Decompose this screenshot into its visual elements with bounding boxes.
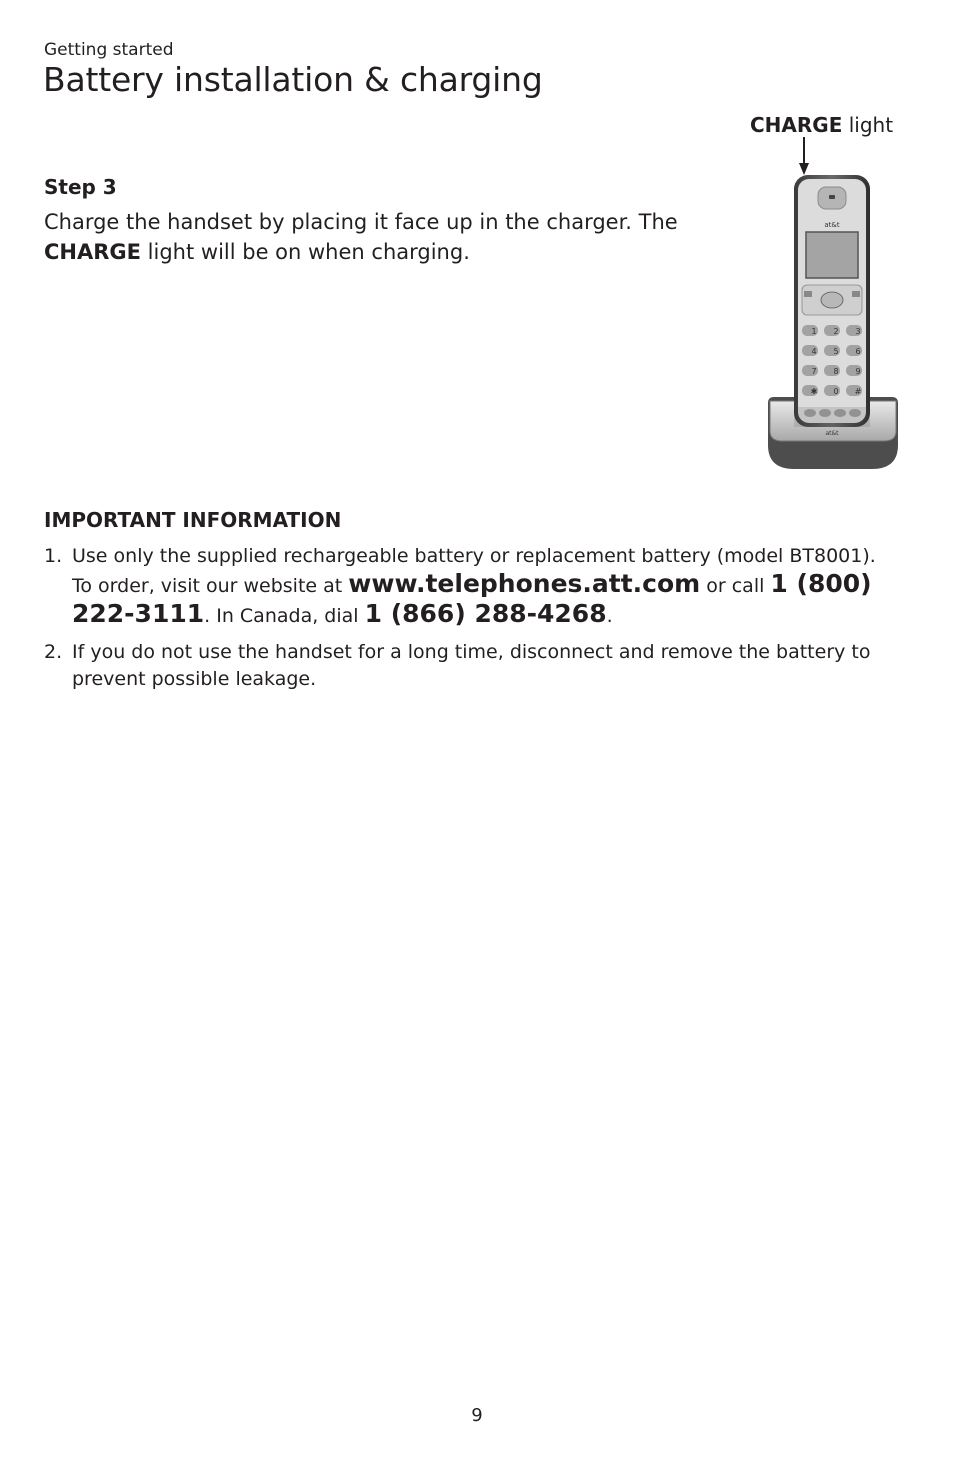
key-9: 9 (855, 367, 861, 376)
list-item (44, 543, 899, 630)
handset-in-charger-illustration (760, 135, 905, 475)
phone-number-us: 1 (800) 222-3111 (72, 569, 872, 628)
key-4: 4 (811, 347, 817, 356)
step-heading: Step 3 (44, 175, 117, 199)
callout-text: light (842, 113, 894, 137)
website-link[interactable]: www.telephones.att.com (348, 569, 701, 598)
section-label: Getting started (44, 40, 174, 60)
phone-brand-logo: at&t (824, 221, 840, 229)
page-number: 9 (471, 1405, 483, 1426)
key-6: 6 (855, 347, 861, 356)
page-title: Battery installation & charging (43, 60, 543, 99)
step-body (44, 207, 704, 267)
key-8: 8 (833, 367, 839, 376)
key-0: 0 (833, 387, 839, 396)
phone-number-canada: 1 (866) 288-4268 (364, 599, 607, 628)
item1-text-b: or call (700, 575, 771, 597)
key-3: 3 (855, 327, 861, 336)
item1-text-c: . In Canada, dial (204, 605, 365, 627)
item1-text-a: Use only the supplied rechargeable battery or replacement battery (model BT8001). To order, visit our website at (72, 545, 876, 597)
item-number: 2. (44, 641, 63, 663)
step-bold: CHARGE (44, 240, 141, 264)
charger-brand-logo: at&t (825, 430, 839, 437)
callout-bold: CHARGE (750, 113, 843, 137)
key-5: 5 (833, 347, 839, 356)
item2-text: If you do not use the handset for a long time, disconnect and remove the battery to prevent possible leakage. (72, 641, 871, 690)
key-star: ✱ (810, 387, 818, 396)
charge-light-callout (750, 113, 893, 137)
step-text-1: Charge the handset by placing it face up in the charger. The (44, 210, 678, 234)
key-hash: # (854, 387, 862, 396)
key-2: 2 (833, 327, 839, 336)
important-info-list (44, 543, 899, 702)
item-number: 1. (44, 545, 63, 567)
key-1: 1 (811, 327, 817, 336)
list-item (44, 639, 899, 693)
key-7: 7 (811, 367, 817, 376)
phone-screen (806, 232, 858, 278)
callout-arrow (799, 137, 809, 175)
item1-text-d: . (606, 605, 613, 627)
step-text-2: light will be on when charging. (141, 240, 470, 264)
important-info-heading: IMPORTANT INFORMATION (44, 508, 342, 532)
